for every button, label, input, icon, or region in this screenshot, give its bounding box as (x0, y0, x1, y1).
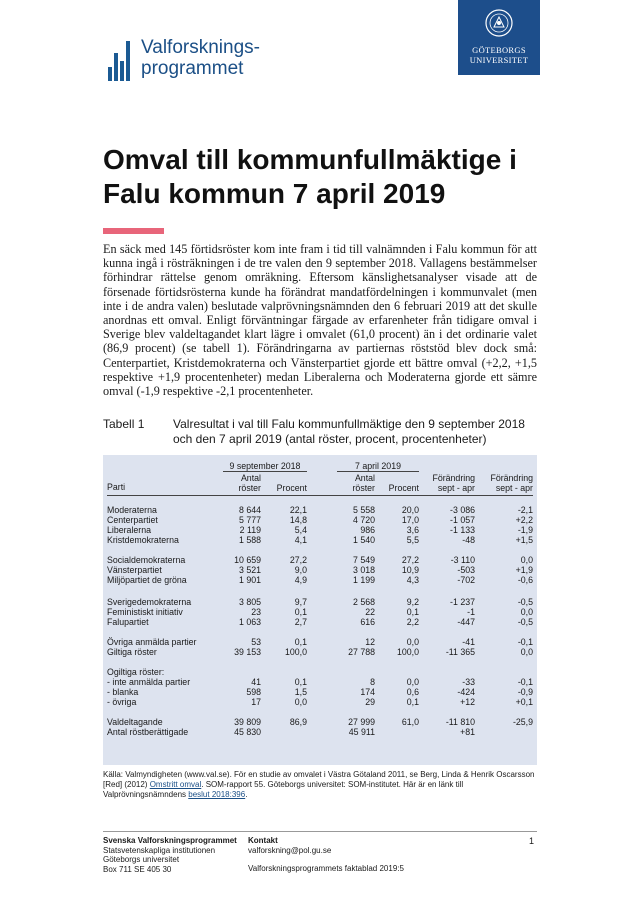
table-cell: 4,9 (294, 575, 307, 585)
table-cell: 29 (365, 697, 375, 707)
table-group-2019: 7 april 2019 (355, 461, 401, 471)
table-cell: 53 (251, 637, 261, 647)
col-change-percent-a: Förändring (490, 473, 533, 483)
col-percent-2018: Procent (276, 483, 307, 493)
table-cell: 0,0 (520, 555, 533, 565)
table-cell: 3 521 (238, 565, 261, 575)
table-cell: -33 (462, 677, 475, 687)
table-row-label: Ogiltiga röster: (107, 667, 165, 677)
page-number: 1 (529, 836, 535, 846)
table-cell: -1 (467, 607, 475, 617)
col-change-votes-a: Förändring (432, 473, 475, 483)
table-cell: 27 999 (348, 717, 375, 727)
table-cell: 4 720 (352, 515, 375, 525)
table-cell: -1 133 (450, 525, 475, 535)
table-cell: 5 777 (238, 515, 261, 525)
table-cell: 9,0 (294, 565, 307, 575)
table-cell: 0,6 (406, 687, 419, 697)
table-row-label: Kristdemokraterna (107, 535, 179, 545)
footer-email[interactable]: valforskning@pol.gu.se (248, 845, 332, 855)
col-change-percent-b: sept - apr (495, 483, 533, 493)
table-cell: +1,9 (515, 565, 533, 575)
table-cell: +1,5 (515, 535, 533, 545)
table-row-label: Centerpartiet (107, 515, 158, 525)
university-name-line-1: GÖTEBORGS (472, 45, 526, 55)
table-cell: -25,9 (512, 717, 533, 727)
table-cell: -0,1 (517, 677, 533, 687)
table-cell: 39 153 (234, 647, 261, 657)
table-cell: -1 237 (450, 597, 475, 607)
table-cell: 8 (370, 677, 375, 687)
table-cell: 2,7 (294, 617, 307, 627)
table-cell: 0,0 (406, 677, 419, 687)
table-cell: 39 809 (234, 717, 261, 727)
table-cell: 14,8 (289, 515, 307, 525)
table-cell: 27,2 (401, 555, 419, 565)
footer-divider (103, 831, 537, 832)
table-cell: -0,1 (517, 637, 533, 647)
table-cell: 2 119 (239, 525, 261, 535)
footer-box: Box 711 SE 405 30 (103, 864, 172, 874)
footer-address (103, 836, 237, 874)
table-cell: 100,0 (284, 647, 307, 657)
table-cell: -503 (457, 565, 475, 575)
table-cell: +12 (460, 697, 475, 707)
table-row-label: - inte anmälda partier (107, 677, 191, 687)
table-cell: -0,5 (517, 617, 533, 627)
logo-bars-icon (108, 35, 134, 81)
table-label: Tabell 1 (103, 417, 145, 431)
col-votes-2018-b: röster (238, 483, 261, 493)
table-cell: 5 558 (352, 505, 375, 515)
page-title: Omval till kommunfullmäktige i Falu kommun 7 april 2019 (103, 144, 517, 209)
table-cell: 1 901 (238, 575, 261, 585)
table-row-label: Övriga anmälda partier (107, 637, 197, 647)
table-cell: 1 063 (238, 617, 261, 627)
col-votes-2019-a: Antal (354, 473, 375, 483)
table-row-label: Falupartiet (107, 617, 149, 627)
table-cell: -41 (462, 637, 475, 647)
table-cell: -424 (457, 687, 475, 697)
table-caption: Valresultat i val till Falu kommunfullmäktige den 9 september 2018 och den 7 april 2019 (antal röster, procent, procentenheter) (173, 417, 525, 446)
table-cell: 4,3 (406, 575, 419, 585)
table-cell: 616 (360, 617, 375, 627)
table-cell: 27,2 (289, 555, 307, 565)
table-cell: -2,1 (517, 505, 533, 515)
table-cell: -3 086 (450, 505, 475, 515)
table-cell: 61,0 (401, 717, 419, 727)
table-cell: 9,2 (406, 597, 419, 607)
table-cell: -1,9 (517, 525, 533, 535)
results-table (103, 455, 537, 765)
table-cell: -0,6 (517, 575, 533, 585)
table-cell: 0,0 (520, 647, 533, 657)
table-cell: 2,2 (406, 617, 419, 627)
title-accent-bar (103, 228, 164, 234)
col-change-votes-b: sept - apr (437, 483, 475, 493)
university-name-line-2: UNIVERSITET (469, 55, 529, 65)
logo-line-2: programmet (141, 58, 244, 79)
footer-org: Svenska Valforskningsprogrammet (103, 836, 237, 845)
footer-contact (248, 836, 404, 874)
table-row-label: Valdeltagande (107, 717, 163, 727)
table-group-2018: 9 september 2018 (229, 461, 301, 471)
footer-contact-label: Kontakt (248, 836, 278, 845)
footer-series: Valforskningsprogrammets faktablad 2019:5 (248, 864, 404, 873)
table-cell: -48 (462, 535, 475, 545)
table-cell: 12 (365, 637, 375, 647)
logo-line-1: Valforsknings- (141, 37, 260, 58)
table-cell: 9,7 (294, 597, 307, 607)
table-cell: 23 (251, 607, 261, 617)
col-votes-2018-a: Antal (240, 473, 261, 483)
table-cell: 4,1 (294, 535, 307, 545)
university-seal-icon (484, 8, 514, 38)
source-note (103, 770, 543, 800)
table-cell: 3 018 (352, 565, 375, 575)
table-cell: 22 (365, 607, 375, 617)
table-cell: 1 588 (238, 535, 261, 545)
table-row-label: Liberalerna (107, 525, 152, 535)
table-cell: +0,1 (515, 697, 533, 707)
table-cell: 1,5 (294, 687, 307, 697)
source-text-3: . (245, 790, 248, 799)
table-cell: 22,1 (289, 505, 307, 515)
col-percent-2019: Procent (388, 483, 419, 493)
table-cell: 17,0 (401, 515, 419, 525)
table-cell: -1 057 (450, 515, 475, 525)
table-cell: 17 (251, 697, 261, 707)
table-cell: 0,1 (406, 697, 419, 707)
table-cell: -0,9 (517, 687, 533, 697)
table-cell: 0,1 (406, 607, 419, 617)
table-cell: 27 788 (348, 647, 375, 657)
table-cell: -702 (457, 575, 475, 585)
table-cell: 174 (360, 687, 375, 697)
beslut-link[interactable]: beslut 2018:396 (188, 790, 246, 799)
table-cell: 2 568 (352, 597, 375, 607)
university-logo (458, 0, 540, 75)
table-cell: 3,6 (406, 525, 419, 535)
table-cell: 8 644 (238, 505, 261, 515)
omstritt-omval-link[interactable]: Omstritt omval (149, 780, 202, 789)
intro-paragraph: En säck med 145 förtidsröster kom inte fram i tid till valnämnden i Falu kommun för att kunna ingå i rösträkningen i de tre valen den 9 september 2018. Vallagens bestämmelser förhindrar rättelse genom omräkning. Eftersom känslighetsanalyser visade att de försenade förtidsrösterna kunde ha förändrat mandatfördelningen i kommunvalet (men inte i de andra valen) beslutade valprövningsnämnden den 6 februari 2019 att det skulle anordnas ett omval. Enligt förväntningar färgade av erfarenheter från tidigare omval i Sverige blev valdeltagandet klart lägre i omvalet (61,0 procent) än i det ordinarie valet (86,9 procent) (se tabell 1). Förändringarna av partiernas röststöd blev dock små: Centerpartiet, Kristdemokraterna och Vänsterpartiet gjorde ett bättre omval (+2,2, +1,5 respektive +1,9 procentenheter) medan Liberalerna och Moderaterna gjorde ett sämre omval (-1,9 respektive -2,1 procentenheter. (103, 242, 537, 399)
table-cell: 10 659 (234, 555, 261, 565)
table-row-label: Feministiskt initiativ (107, 607, 183, 617)
table-cell: -0,5 (517, 597, 533, 607)
footer-uni: Göteborgs universitet (103, 855, 180, 864)
table-cell: -3 110 (450, 555, 475, 565)
source-text: Källa: Valmyndigheten (www.val.se). För en studie av omvalet i Västra Götaland 2011, se Berg, Linda & Henrik Oscarsson [Red] (2012) (103, 770, 535, 789)
table-cell: +2,2 (515, 515, 533, 525)
table-row-label: Giltiga röster (107, 647, 157, 657)
table-cell: 0,1 (294, 637, 307, 647)
table-row-label: Sverigedemokraterna (107, 597, 192, 607)
footer-dept: Statsvetenskapliga institutionen (103, 845, 216, 855)
table-row-label: Antal röstberättigade (107, 727, 189, 737)
table-cell: 986 (360, 525, 375, 535)
table-cell: 100,0 (396, 647, 419, 657)
table-cell: 3 805 (238, 597, 261, 607)
table-cell: 0,1 (294, 677, 307, 687)
table-cell: 5,4 (294, 525, 307, 535)
table-cell: +81 (460, 727, 475, 737)
table-row-label: - blanka (107, 687, 139, 697)
table-row-label: Socialdemokraterna (107, 555, 186, 565)
table-row-label: Miljöpartiet de gröna (107, 575, 187, 585)
table-cell: 0,0 (294, 697, 307, 707)
table-cell: 1 540 (352, 535, 375, 545)
col-party: Parti (107, 482, 126, 492)
table-row-label: - övriga (107, 697, 137, 707)
source-text-2: . SOM-rapport 55. Göteborgs universitet: SOM-institutet. Här är en länk till Valprövningsnämndens (103, 780, 464, 799)
table-cell: 598 (246, 687, 261, 697)
col-votes-2019-b: röster (352, 483, 375, 493)
table-cell: 0,1 (294, 607, 307, 617)
table-cell: 1 199 (352, 575, 375, 585)
table-cell: 20,0 (401, 505, 419, 515)
table-cell: 86,9 (289, 717, 307, 727)
table-row-label: Moderaterna (107, 505, 157, 515)
table-cell: 5,5 (406, 535, 419, 545)
table-cell: -447 (457, 617, 475, 627)
table-row-label: Vänsterpartiet (107, 565, 162, 575)
table-cell: 10,9 (401, 565, 419, 575)
table-cell: 41 (251, 677, 261, 687)
table-cell: 0,0 (520, 607, 533, 617)
table-cell: 45 830 (234, 727, 261, 737)
program-logo-text (141, 37, 260, 79)
table-cell: 7 549 (352, 555, 375, 565)
table-cell: 45 911 (348, 727, 375, 737)
table-cell: -11 810 (445, 717, 475, 727)
table-cell: -11 365 (445, 647, 475, 657)
table-cell: 0,0 (406, 637, 419, 647)
